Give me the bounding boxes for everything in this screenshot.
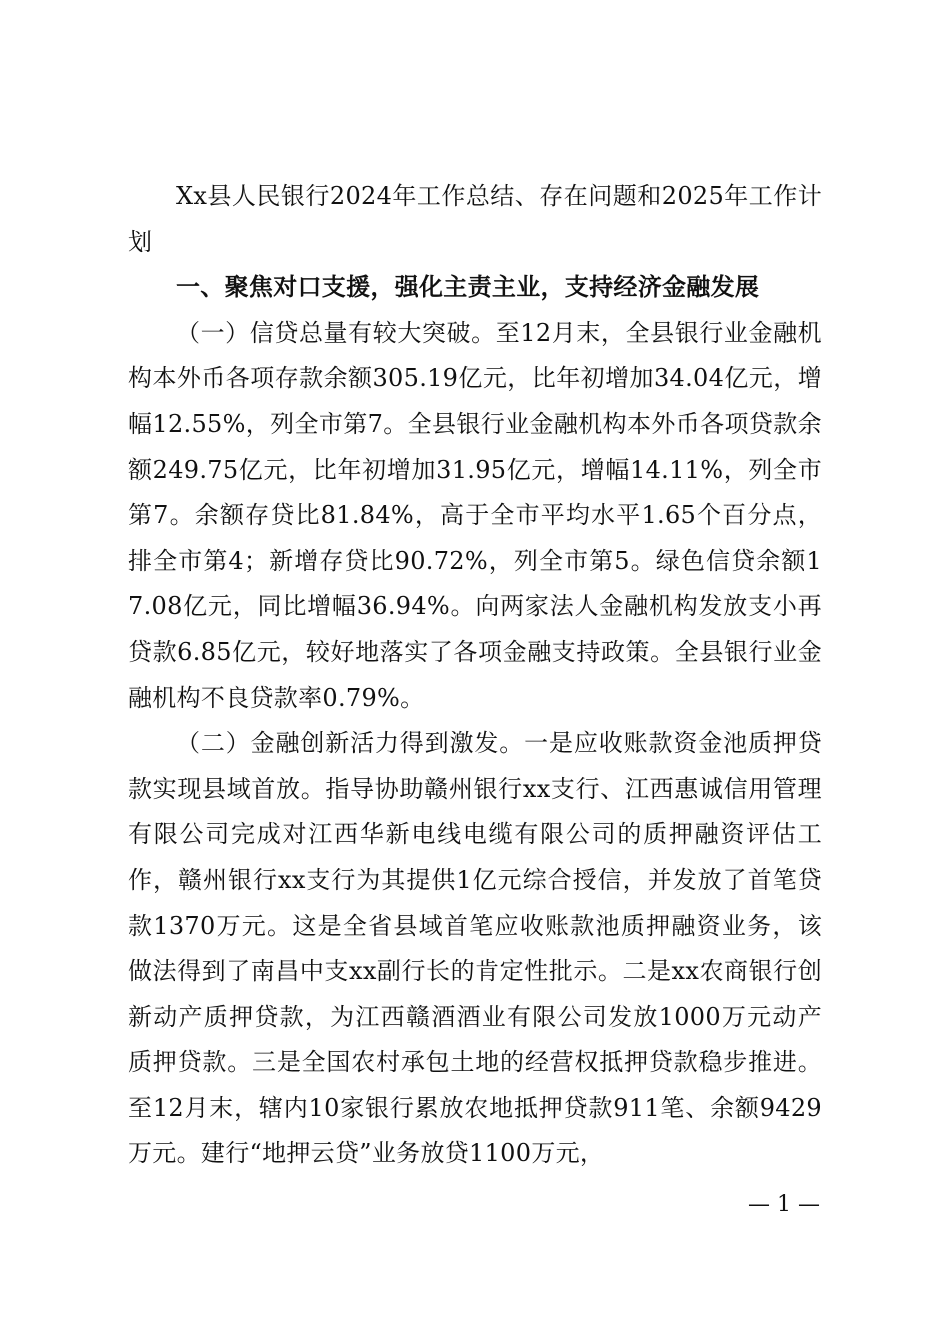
page-number: — 1 —	[748, 1192, 820, 1217]
section-heading-1: 一、聚焦对口支援，强化主责主业，支持经济金融发展	[176, 273, 760, 302]
paragraph-credit-volume	[128, 311, 822, 721]
subsection-title-1: （一）信贷总量有较大突破。	[176, 318, 496, 347]
document-title: Xx县人民银行2024年工作总结、存在问题和2025年工作计划	[128, 182, 822, 256]
subsection-title-2: （二）金融创新活力得到激发。	[176, 729, 525, 758]
paragraph-financial-innovation	[128, 721, 822, 1177]
paragraph-body-1: 至12月末，全县银行业金融机构本外币各项存款余额305.19亿元，比年初增加34.04亿元，增幅12.55%，列全市第7。全县银行业金融机构本外币各项贷款余额249.75亿元，比年初增加31.95亿元，增幅14.11%，列全市第7。余额存贷比81.84%，高于全市平均水平1.65个百分点，排全市第4；新增存贷比90.72%，列全市第5。绿色信贷余额17.08亿元，同比增幅36.94%。向两家法人金融机构发放支小再贷款6.85亿元，较好地落实了各项金融支持政策。全县银行业金融机构不良贷款率0.79%。	[128, 318, 822, 712]
paragraph-body-2: 一是应收账款资金池质押贷款实现县域首放。指导协助赣州银行xx支行、江西惠诚信用管理有限公司完成对江西华新电线电缆有限公司的质押融资评估工作，赣州银行xx支行为其提供1亿元综合授信，并发放了首笔贷款1370万元。这是全省县域首笔应收账款池质押融资业务，该做法得到了南昌中支xx副行长的肯定性批示。二是xx农商银行创新动产质押贷款，为江西赣酒酒业有限公司发放1000万元动产质押贷款。三是全国农村承包土地的经营权抵押贷款稳步推进。至12月末，辖内10家银行累放农地抵押贷款911笔、余额9429万元。建行“地押云贷”业务放贷1100万元，	[128, 729, 822, 1168]
document-body	[128, 174, 822, 1177]
